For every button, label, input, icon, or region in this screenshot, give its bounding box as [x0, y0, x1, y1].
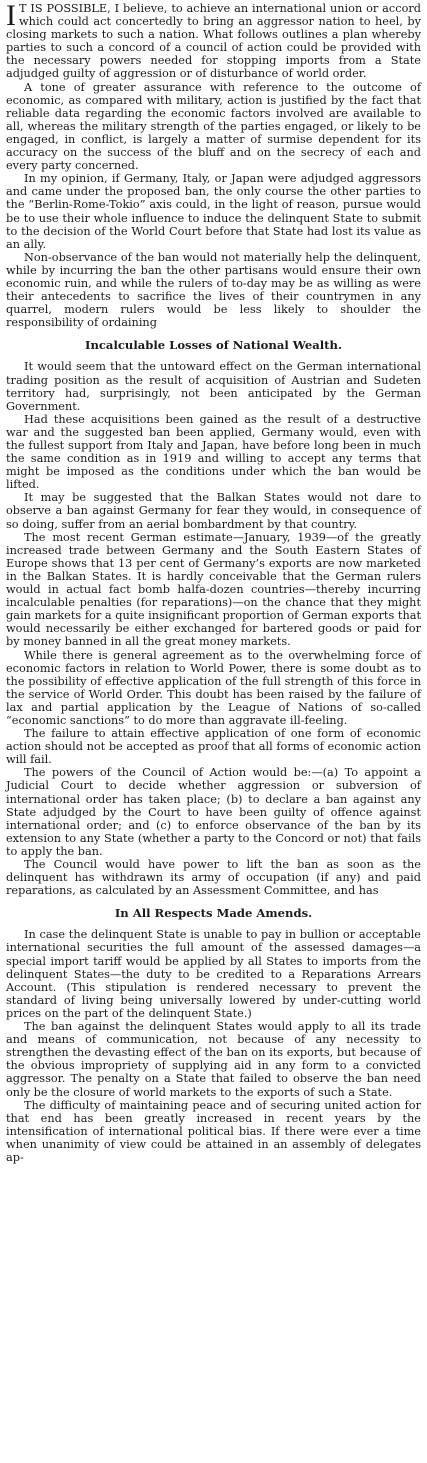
- article-paragraph: Had these acquisitions been gained as the result of a destructive war and the suggested ban been applied, Germany would, even with the fullest support from Italy and Japan, have before long been in much the same condition as in 1919 and willing to accept any terms that might be imposed as the conditions under which the ban would be lifted.: [6, 412, 421, 492]
- opening-text: T IS POSSIBLE, I believe, to achieve an international union or accord which could act concertedly to bring an aggressor nation to heel, by closing markets to such a nation. What follows outlines a plan whereby parties to such a concord of a council of action could be provided with the necessary powers needed for stopping imports from a State adjudged guilty of aggression or of disturbance of world order.: [6, 2, 421, 81]
- section-heading-amends: In All Respects Made Amends.: [114, 906, 313, 921]
- article-paragraph: A tone of greater assurance with reference to the outcome of economic, as compared with military, action is justified by the fact that reliable data regarding the economic factors involved are available to all, whereas the military strength of the parties engaged, or likely to be engaged, in conflict, is largely a matter of surmise dependent for its accuracy on the success of the bluff and on the secrecy of each and every party concerned.: [6, 80, 421, 173]
- article-paragraph: The ban against the delinquent States would apply to all its trade and means of communication, not because of any necessity to strengthen the devasting effect of the ban on its exports, but because of the obvious impropriety of supplying aid in any form to a convicted aggressor. The penalty on a State that failed to observe the ban need only be the closure of world markets to the exports of such a State.: [6, 1020, 421, 1099]
- article-paragraph-opening: [6, 2, 421, 81]
- article-paragraph: Non-observance of the ban would not materially help the delinquent, while by incurring the ban the other partisans would ensure their own economic ruin, and while the rulers of to-day may be as willing as were their antecedents to sacrifice the lives of their countrymen in any quarrel, modern rulers would be less likely to shoulder the responsibility of ordaining: [6, 250, 421, 330]
- article-paragraph: It may be suggested that the Balkan States would not dare to observe a ban against Germany for fear they would, in consequence of so doing, suffer from an aerial bombardment by that country.: [6, 491, 421, 531]
- drop-cap: I: [6, 0, 16, 32]
- article-paragraph: While there is general agreement as to the overwhelming force of economic factors in relation to World Power, there is some doubt as to the possibility of effective application of the full strength of this force in the service of World Order. This doubt has been raised by the failure of lax and partial application by the League of Nations of so-called “economic sanctions” to do more than aggravate ill-feeling.: [6, 648, 421, 727]
- section-heading-losses: Incalculable Losses of National Wealth.: [85, 338, 342, 353]
- article-paragraph: It would seem that the untoward effect on the German international trading position as the result of acquisition of Austrian and Sudeten territory had, surprisingly, not been anticipated by the German Government.: [6, 360, 421, 413]
- article-paragraph: The Council would have power to lift the ban as soon as the delinquent has withdrawn its army of occupation (if any) and paid reparations, as calculated by an Assessment Committee, and has: [6, 858, 421, 898]
- article-paragraph: The most recent German estimate—January, 1939—of the greatly increased trade between Germany and the South Eastern States of Europe shows that 13 per cent of Germany’s exports are now marketed in the Balkan States. It is hardly conceivable that the German rulers would in actual fact bomb halfa-dozen countries—thereby incurring incalculable penalties (for reparations)—on the chance that they might gain markets for a quite insignificant proportion of German exports that would necessarily be either exchanged for bartered goods or paid for by money banned in all the great money markets.: [6, 530, 421, 649]
- article-paragraph: In my opinion, if Germany, Italy, or Japan were adjudged aggressors and came under the proposed ban, the only course the other parties to the “Berlin-Rome-Tokio” axis could, in the light of reason, pursue would be to use their whole influence to induce the delinquent State to submit to the decision of the World Court before that State had lost its value as an ally.: [6, 172, 421, 251]
- article-paragraph: In case the delinquent State is unable to pay in bullion or acceptable international securities the full amount of the assessed damages—a special import tariff would be applied by all States to imports from the delinquent States—the duty to be credited to a Reparations Arrears Account. (This stipulation is rendered necessary to prevent the standard of living being universally lowered by under-cutting world prices on the part of the delinquent State.): [6, 928, 421, 1020]
- article-paragraph: The powers of the Council of Action would be:—(a) To appoint a Judicial Court to decide whether aggression or subversion of international order has taken place; (b) to declare a ban against any State adjudged by the Court to have been guilty of offence against international order; and (c) to enforce observance of the ban by its extension to any State (whether a party to the Concord or not) that fails to apply the ban.: [6, 766, 421, 858]
- article-paragraph: The failure to attain effective application of one form of economic action should not be accepted as proof that all forms of economic action will fail.: [6, 727, 421, 767]
- article-paragraph: The difficulty of maintaining peace and of securing united action for that end has been greatly increased in recent years by the intensification of international political bias. If there were ever a time when unanimity of view could be attained in an assembly of delegates ap-: [6, 1098, 421, 1164]
